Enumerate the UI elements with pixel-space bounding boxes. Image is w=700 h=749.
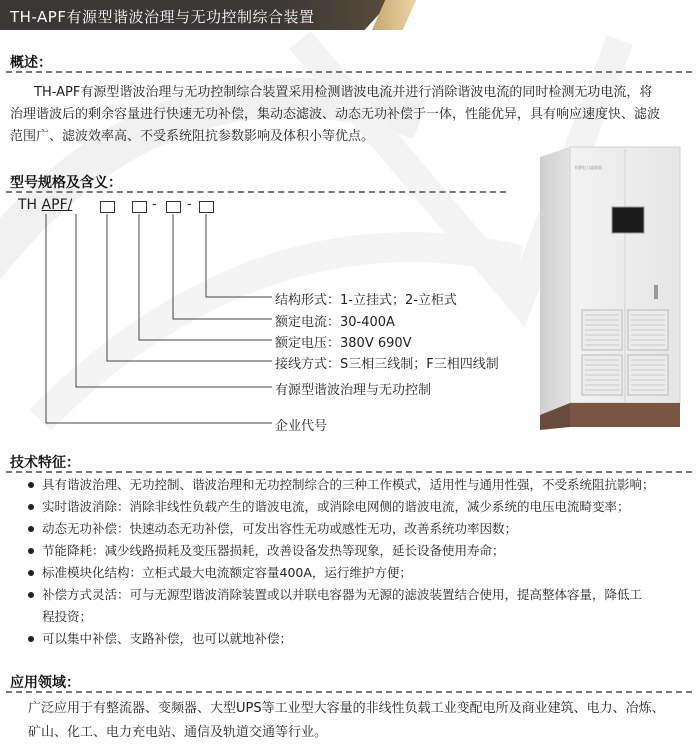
cabinet-panel-text: 有源电力滤波器 xyxy=(574,165,602,170)
feature-item: 具有谐波治理、无功控制、谐波治理和无功控制综合的三种工作模式，适用性与通用性强，不受系统阻抗影响； xyxy=(28,474,655,496)
features-divider xyxy=(6,471,692,473)
feature-item: 节能降耗：减少线路损耗及变压器损耗，改善设备发热等现象，延长设备使用寿命； xyxy=(28,540,655,562)
overview-line-2: 治理谐波后的剩余容量进行快速无功补偿，集动态滤波、动态无功补偿于一体，性能优异，具有响应速度快、滤波 xyxy=(10,107,661,122)
apf-cabinet-illustration xyxy=(530,145,682,430)
feature-item: 动态无功补偿：快速动态无功补偿，可发出容性无功或感性无功，改善系统功率因数； xyxy=(28,518,655,540)
spec-current: 额定电流：30-400A xyxy=(275,315,395,330)
model-prefix: TH xyxy=(18,197,38,213)
page-title: TH-APF有源型谐波治理与无功控制综合装置 xyxy=(10,8,315,26)
feature-item: 补偿方式灵活：可与无源型谐波消除装置或以并联电容器为无源的滤波装置结合使用，提高整体容量，降低工 xyxy=(28,584,655,606)
spec-voltage: 额定电压：380V 690V xyxy=(275,336,412,351)
model-dash-2: - xyxy=(187,197,192,212)
features-list xyxy=(28,474,655,650)
model-heading: 型号规格及含义： xyxy=(10,175,122,191)
feature-item: 标准模块化结构：立柜式最大电流额定容量400A，运行维护方便； xyxy=(28,562,655,584)
application-heading: 应用领域： xyxy=(10,675,80,691)
spec-company-code: 企业代号 xyxy=(275,419,328,434)
model-dash-1: - xyxy=(152,197,157,212)
feature-item: 可以集中补偿、支路补偿，也可以就地补偿； xyxy=(28,628,655,650)
application-line-1: 广泛应用于有整流器、变频器、大型UPS等工业型大容量的非线性负载工业变配电所及商业建筑、电力、冶炼、 xyxy=(28,701,665,716)
overview-heading: 概述： xyxy=(10,55,52,71)
spec-product-type: 有源型谐波治理与无功控制 xyxy=(275,383,432,398)
overview-line-3: 范围广、滤波效率高、不受系统阻抗参数影响及体积小等优点。 xyxy=(10,129,375,144)
application-line-2: 矿山、化工、电力充电站、通信及轨道交通等行业。 xyxy=(28,725,328,740)
model-apf: APF/ xyxy=(41,197,73,213)
application-divider xyxy=(6,691,692,693)
feature-item: 实时谐波消除：消除非线性负载产生的谐波电流，或消除电网侧的谐波电流，减少系统的电压电流畸变率； xyxy=(28,496,655,518)
spec-structure: 结构形式：1-立挂式；2-立柜式 xyxy=(275,293,457,308)
feature-item-continuation: 程投资； xyxy=(42,609,93,624)
spec-wiring: 接线方式：S三相三线制；F三相四线制 xyxy=(275,357,499,372)
overview-line-1: TH-APF有源型谐波治理与无功控制综合装置采用检测谐波电流并进行消除谐波电流的同时检测无功电流，将 xyxy=(34,85,653,100)
features-heading: 技术特征： xyxy=(10,455,80,471)
